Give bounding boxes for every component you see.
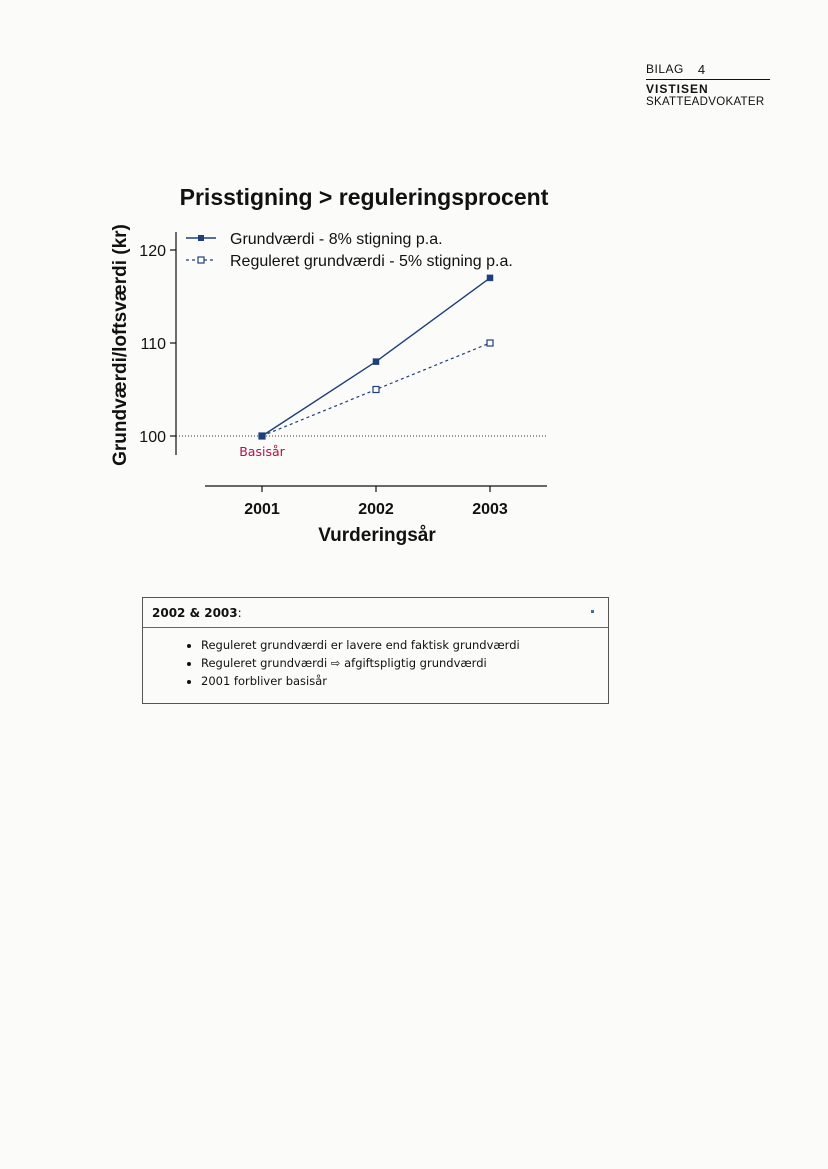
notes-divider (143, 627, 608, 628)
firm-subtitle: SKATTEADVOKATER (646, 96, 765, 108)
y-tick-label: 110 (140, 336, 166, 353)
price-chart (0, 0, 828, 560)
legend-marker-filled-square (198, 235, 204, 241)
bilag-number: 4 (697, 62, 706, 77)
note-item: • Reguleret grundværdi ⇨ afgiftspligtig grundværdi (201, 654, 520, 672)
notes-list (143, 636, 520, 690)
firm-name: VISTISEN (646, 82, 709, 96)
point-open-square (373, 387, 379, 393)
notes-heading-colon: : (237, 606, 242, 620)
series-line-grundvaerdi (262, 278, 490, 436)
legend (186, 231, 513, 270)
y-axis-title: Grundværdi/loftsværdi (kr) (110, 224, 131, 466)
note-item: • Reguleret grundværdi er lavere end faktisk grundværdi (201, 636, 520, 654)
notes-heading (152, 606, 242, 620)
point-filled-square (373, 359, 379, 365)
bilag-label: BILAG (646, 62, 684, 76)
x-tick-label: 2002 (358, 501, 394, 518)
y-ticks (139, 243, 176, 446)
y-tick-label: 100 (139, 429, 166, 446)
legend-label-grundvaerdi: Grundværdi - 8% stigning p.a. (230, 231, 443, 248)
notes-heading-years: 2002 & 2003 (152, 606, 238, 620)
x-tick-label: 2001 (244, 501, 280, 518)
point-filled-square (487, 275, 493, 281)
basis-year-annotation: Basisår (239, 444, 285, 459)
series-layer (259, 275, 493, 439)
legend-label-reguleret: Reguleret grundværdi - 5% stigning p.a. (230, 253, 513, 270)
notes-box (142, 597, 609, 704)
legend-marker-open-square (198, 257, 204, 263)
y-tick-label: 120 (139, 243, 166, 260)
note-item: • 2001 forbliver basisår (201, 672, 520, 690)
x-ticks (244, 486, 508, 518)
chart-title: Prisstigning > reguleringsprocent (179, 184, 549, 210)
point-filled-square (259, 433, 265, 439)
blue-dot-mark (591, 610, 594, 613)
x-tick-label: 2003 (472, 501, 508, 518)
point-open-square (487, 340, 493, 346)
x-axis-title: Vurderingsår (318, 525, 436, 546)
